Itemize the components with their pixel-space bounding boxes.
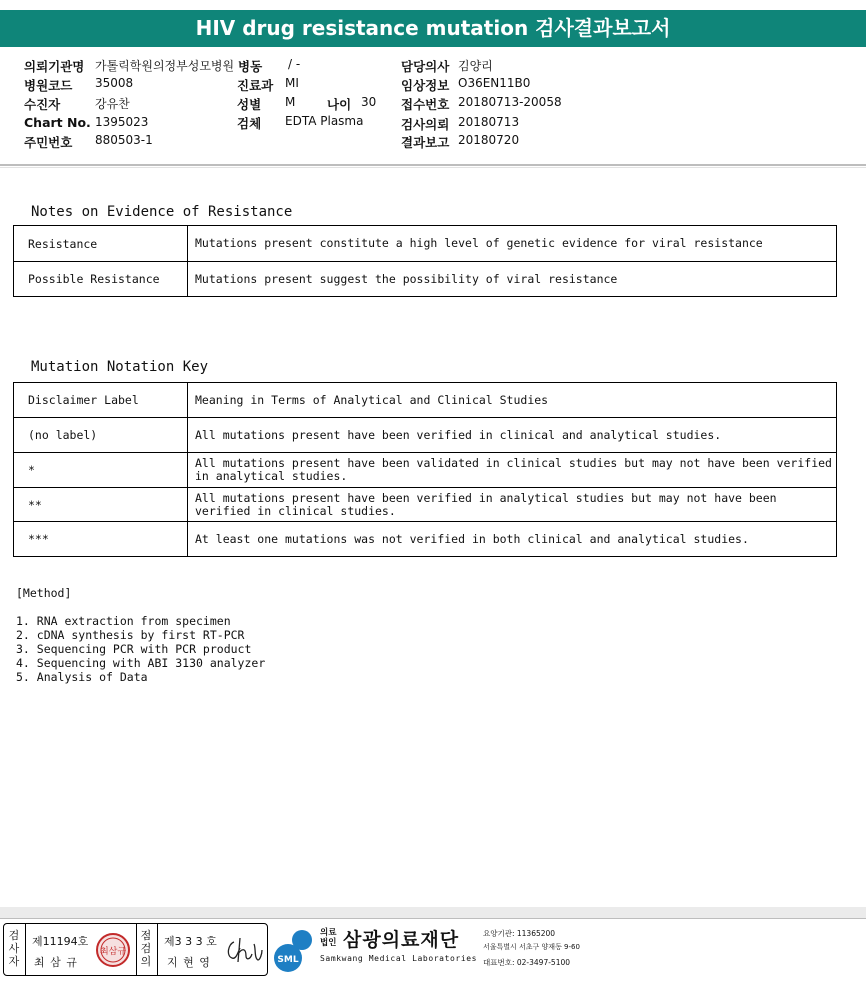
sml-logo-icon: [272, 926, 320, 974]
method-step: 5. Analysis of Data: [16, 670, 148, 684]
table-row: [14, 418, 837, 453]
sex-label: 성별: [237, 97, 262, 112]
notation-label-cell: (no label): [14, 418, 188, 453]
hospital-code-value: 35008: [95, 76, 134, 90]
patient-info-block: [0, 55, 866, 165]
ward-value: / -: [288, 57, 301, 71]
org-english-name: Samkwang Medical Laboratories: [320, 954, 478, 963]
notation-label-cell: ***: [14, 522, 188, 557]
examiner-name: 최 삼 규: [34, 956, 78, 969]
seal-text: 최삼규: [99, 947, 127, 957]
institution-value: 가톨릭학원의정부성모병원: [95, 59, 235, 73]
divider: [157, 924, 158, 975]
method-step: 1. RNA extraction from specimen: [16, 614, 231, 628]
table-row: [14, 453, 837, 488]
notation-text-cell: All mutations present have been verified in clinical and analytical studies.: [188, 418, 837, 453]
table-row: [14, 262, 837, 297]
examiner-license: 제11194호: [32, 935, 89, 948]
doctor-label: 담당의사: [401, 59, 450, 74]
footer-band: [0, 907, 866, 918]
reviewer-label: 점검의: [140, 929, 152, 968]
method-step: 3. Sequencing PCR with PCR product: [16, 642, 252, 656]
org-code: 요양기관: 11365200: [483, 929, 556, 938]
org-address: 서울특별시 서초구 양재동 9-60: [483, 943, 580, 951]
notation-text-cell: All mutations present have been validated in clinical studies but may not have been verified in analytical studies.: [188, 453, 837, 488]
evidence-section-title: Notes on Evidence of Resistance: [31, 204, 293, 220]
notation-text-cell: All mutations present have been verified in analytical studies but may not have been verified in clinical studies.: [188, 488, 837, 522]
dept-value: MI: [285, 76, 299, 90]
notation-label-cell: *: [14, 453, 188, 488]
org-tag-bottom: 법인: [320, 938, 337, 948]
reviewer-license: 제3 3 3 호: [164, 935, 217, 948]
info-divider: [0, 164, 866, 166]
report-date-label: 결과보고: [401, 135, 450, 150]
organization-block: [272, 924, 580, 976]
evidence-label-cell: Resistance: [14, 226, 188, 262]
age-value: 30: [361, 95, 377, 109]
notation-label-cell: Disclaimer Label: [14, 383, 188, 418]
hospital-code-label: 병원코드: [24, 78, 73, 93]
notation-text-cell: Meaning in Terms of Analytical and Clinical Studies: [188, 383, 837, 418]
dept-label: 진료과: [237, 78, 274, 93]
divider: [136, 924, 137, 975]
patient-value: 강유찬: [95, 97, 130, 111]
examiner-seal: [95, 932, 131, 971]
logo-text: SML: [277, 955, 299, 965]
reception-no-label: 접수번호: [401, 97, 450, 112]
request-date-value: 20180713: [458, 115, 520, 129]
reviewer-signature: [224, 934, 264, 969]
notation-label-cell: **: [14, 488, 188, 522]
divider: [25, 924, 26, 975]
request-date-label: 검사의뢰: [401, 117, 450, 132]
table-row: [14, 226, 837, 262]
sex-value: M: [285, 95, 296, 109]
doctor-value: 김양리: [458, 59, 493, 73]
method-title: [Method]: [16, 586, 72, 600]
evidence-table: [13, 225, 837, 297]
institution-label: 의뢰기관명: [24, 59, 85, 74]
reviewer-name: 지 현 영: [167, 956, 211, 969]
reception-no-value: 20180713-20058: [458, 95, 562, 109]
id-label: 주민번호: [24, 135, 73, 150]
clinical-info-value: O36EN11B0: [458, 76, 531, 90]
specimen-value: EDTA Plasma: [285, 114, 364, 128]
signature-box: [3, 923, 268, 976]
examiner-label: 검사자: [8, 929, 20, 968]
notation-text-cell: At least one mutations was not verified in both clinical and analytical studies.: [188, 522, 837, 557]
chart-no-label: Chart No.: [24, 115, 91, 130]
table-row: [14, 383, 837, 418]
org-name: 삼광의료재단: [343, 929, 460, 951]
method-step: 2. cDNA synthesis by first RT-PCR: [16, 628, 245, 642]
notation-table: [13, 382, 837, 557]
evidence-text-cell: Mutations present constitute a high level of genetic evidence for viral resistance: [188, 226, 837, 262]
clinical-info-label: 임상정보: [401, 78, 450, 93]
notation-section-title: Mutation Notation Key: [31, 359, 209, 375]
chart-no-value: 1395023: [95, 115, 149, 129]
ward-label: 병동: [238, 59, 263, 74]
evidence-text-cell: Mutations present suggest the possibility of viral resistance: [188, 262, 837, 297]
specimen-label: 검체: [237, 116, 262, 131]
evidence-label-cell: Possible Resistance: [14, 262, 188, 297]
org-tag-top: 의료: [320, 928, 337, 938]
age-label: 나이: [327, 97, 352, 112]
id-value: 880503-1: [95, 133, 153, 147]
table-row: [14, 488, 837, 522]
report-date-value: 20180720: [458, 133, 520, 147]
table-row: [14, 522, 837, 557]
info-divider-shadow: [0, 167, 866, 168]
footer-divider: [0, 918, 866, 919]
method-step: 4. Sequencing with ABI 3130 analyzer: [16, 656, 266, 670]
org-phone: 대표번호: 02-3497-5100: [483, 958, 571, 967]
patient-label: 수진자: [24, 97, 61, 112]
report-title: HIV drug resistance mutation 검사결과보고서: [0, 10, 866, 47]
